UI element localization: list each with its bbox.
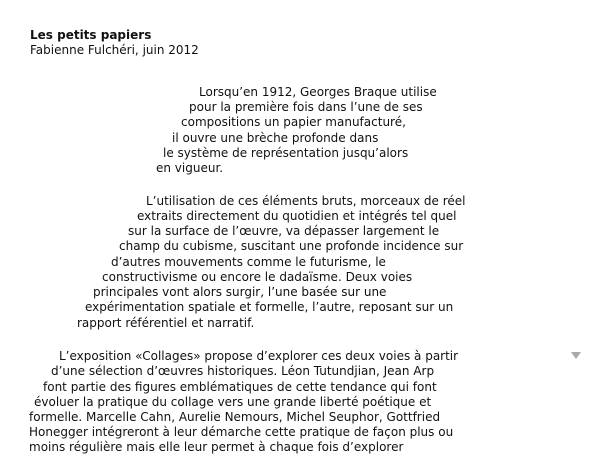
text-line: en vigueur. bbox=[156, 161, 224, 175]
document-title: Les petits papiers bbox=[30, 28, 152, 42]
text-line: d’une sélection d’œuvres historiques. Léon Tutundjian, Jean Arp bbox=[51, 364, 435, 378]
text-line: pour la première fois dans l’une de ses bbox=[189, 100, 423, 114]
text-line: moins régulière mais elle leur permet à chaque fois d’explorer bbox=[29, 440, 404, 454]
text-line: Honegger intégreront à leur démarche cette pratique de façon plus ou bbox=[29, 425, 454, 439]
text-line: principales vont alors surgir, l’une basée sur une bbox=[93, 285, 387, 299]
text-line: font partie des figures emblématiques de cette tendance qui font bbox=[43, 380, 437, 394]
text-line: il ouvre une brèche profonde dans bbox=[172, 131, 379, 145]
text-line: formelle. Marcelle Cahn, Aurelie Nemours, Michel Seuphor, Gottfried bbox=[29, 410, 441, 424]
text-line: constructivisme ou encore le dadaïsme. Deux voies bbox=[102, 270, 413, 284]
text-line: le système de représentation jusqu’alors bbox=[163, 146, 409, 160]
text-line: évoluer la pratique du collage vers une grande liberté poétique et bbox=[34, 395, 432, 409]
triangle-down-icon[interactable] bbox=[571, 352, 581, 359]
text-line: d’autres mouvements comme le futurisme, le bbox=[111, 255, 386, 269]
text-line: rapport référentiel et narratif. bbox=[77, 316, 255, 330]
text-line: extraits directement du quotidien et intégrés tel quel bbox=[137, 209, 457, 223]
text-line: expérimentation spatiale et formelle, l’autre, reposant sur un bbox=[85, 300, 454, 314]
document-header bbox=[30, 28, 199, 58]
text-line: L’utilisation de ces éléments bruts, morceaux de réel bbox=[146, 194, 466, 208]
text-line: L’exposition «Collages» propose d’explorer ces deux voies à partir bbox=[59, 349, 459, 363]
document-author-date: Fabienne Fulchéri, juin 2012 bbox=[30, 43, 199, 57]
text-line: compositions un papier manufacturé, bbox=[181, 115, 406, 129]
text-line: sur la surface de l’œuvre, va dépasser largement le bbox=[128, 224, 440, 238]
text-line: Lorsqu’en 1912, Georges Braque utilise bbox=[199, 85, 437, 99]
text-line: champ du cubisme, suscitant une profonde incidence sur bbox=[119, 239, 464, 253]
